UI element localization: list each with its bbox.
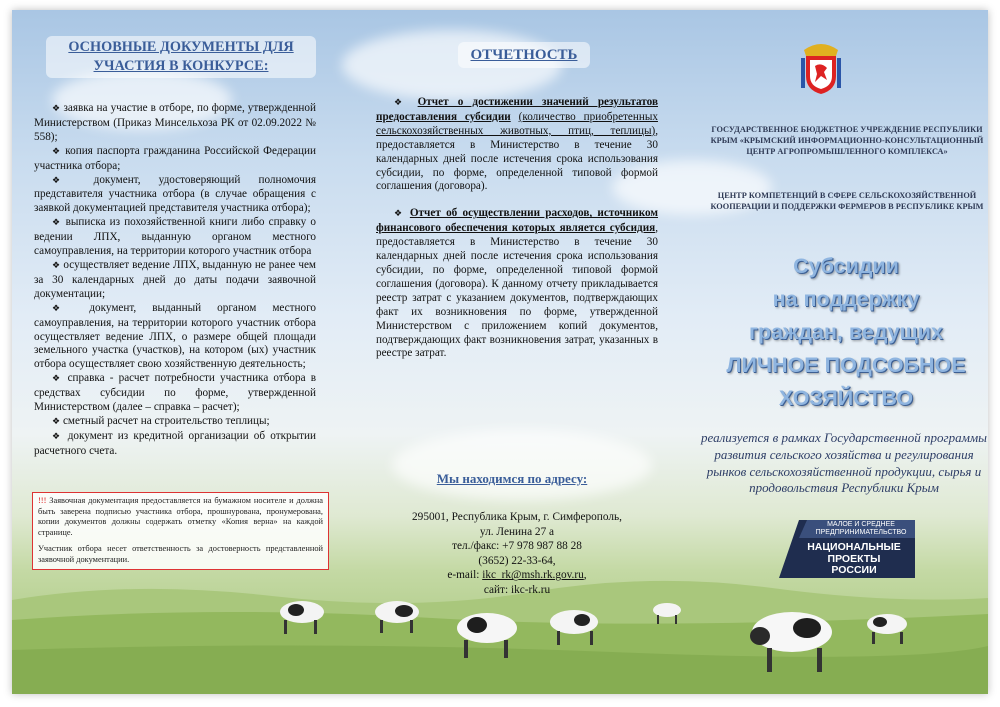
- list-item: ❖ копия паспорта гражданина Российской Федерации участника отбора;: [34, 144, 316, 172]
- report-item: ❖ Отчет о достижении значений результатов предоставления субсидии (количество приобретенных сельскохозяйственных животных, птиц, теплицы), предоставляется в Министерство в течение 30 календарных дней после истечения срока использования субсидии, по форме, определенной типовой формой соглашения (договора).: [376, 96, 658, 193]
- logo-top-text: МАЛОЕ И СРЕДНЕЕ ПРЕДПРИНИМАТЕЛЬСТВО: [815, 521, 907, 536]
- list-item: ❖ справка - расчет потребности участника отбора в средствах субсидии по форме, утвержденной Министерством (далее – справка – расчет);: [34, 372, 316, 414]
- diamond-bullet-icon: ❖: [394, 98, 418, 108]
- headline-line: граждан, ведущих: [749, 320, 943, 344]
- documents-title-line1: ОСНОВНЫЕ ДОКУМЕНТЫ ДЛЯ: [68, 39, 294, 55]
- cloud: [392, 430, 652, 500]
- reporting-section: [376, 96, 658, 361]
- crimea-coat-of-arms-icon: [798, 38, 844, 96]
- diamond-bullet-icon: ❖: [52, 218, 66, 229]
- diamond-bullet-icon: ❖: [52, 431, 68, 442]
- list-item: ❖ выписка из похозяйственной книги либо справку о ведении ЛПХ, выданную органом местного самоуправления, на территории которого участник отбора: [34, 216, 316, 258]
- list-item: ❖ документ из кредитной организации об открытии расчетного счета.: [34, 429, 316, 457]
- contact-block: [372, 510, 662, 598]
- list-item: ❖ заявка на участие в отборе, по форме, утвержденной Министерством (Приказ Минсельхоза РК от 02.09.2022 № 558);: [34, 102, 316, 143]
- email-line: e-mail: ikc_rk@msh.rk.gov.ru,: [447, 569, 587, 582]
- email-link[interactable]: ikc_rk@msh.rk.gov.ru: [482, 569, 584, 582]
- notice-paragraph: !!! Заявочная документация предоставляется на бумажном носителе и должна быть заверена подписью участника отбора, прошнурована, пронумерована, копии документов должны содержать отметку «Копия верна» на каждой странице.: [38, 496, 323, 537]
- subsidy-headline: [696, 250, 988, 415]
- list-item: ❖ документ, выданный органом местного самоуправления, на территории которого участник отбора осуществляет ведение ЛПХ, о размере общей площади земельного участка (участков), на котором (ых) участник отбора осуществляет свою хозяйственную деятельность;: [34, 301, 317, 371]
- diamond-bullet-icon: ❖: [394, 209, 410, 220]
- address-line: 295001, Республика Крым, г. Симферополь,: [412, 511, 622, 523]
- diamond-bullet-icon: ❖: [52, 104, 64, 114]
- diamond-bullet-icon: ❖: [52, 416, 63, 427]
- documents-title: [46, 36, 316, 78]
- competence-center-name: ЦЕНТР КОМПЕТЕНЦИЙ В СФЕРЕ СЕЛЬСКОХОЗЯЙСТВЕННОЙ КООПЕРАЦИИ И ПОДДЕРЖКИ ФЕРМЕРОВ В РЕСПУБЛИКЕ КРЫМ: [710, 191, 984, 211]
- report-item: ❖ Отчет об осуществлении расходов, источником финансового обеспечения которых является субсидия, предоставляется в Министерство в течение 30 календарных дней после истечения срока использования субсидии, по форме, определенной типовой формой соглашения (договора). К данному отчету прикладывается реестр затрат с указанием документов, подтверждающих факт их возникновения по форме, утвержденной Министерством с приложением копий документов, подтверждающих факт возникновения затрат, указанных в реестре затрат.: [376, 207, 658, 360]
- notice-mark: !!!: [38, 496, 47, 505]
- address-line: ул. Ленина 27 а: [479, 525, 555, 538]
- headline-line: Субсидии: [793, 254, 899, 278]
- diamond-bullet-icon: ❖: [52, 146, 66, 157]
- headline-line: на поддержку: [772, 287, 920, 311]
- diamond-bullet-icon: ❖: [52, 374, 68, 385]
- diamond-bullet-icon: ❖: [52, 260, 64, 271]
- diamond-bullet-icon: ❖: [52, 175, 94, 186]
- list-item: ❖ осуществляет ведение ЛПХ, выданную не ранее чем за 30 календарных дней до даты подачи заявочной документации;: [34, 258, 316, 300]
- national-projects-logo: [777, 518, 917, 580]
- phone-fax: тел./факс: +7 978 987 88 28: [452, 540, 582, 553]
- notice-paragraph: Участник отбора несет ответственность за достоверность представленной заявочной документации.: [38, 544, 323, 564]
- program-description: реализуется в рамках Государственной программы развития сельского хозяйства и регулирования рынков сельскохозяйственной продукции, сырья и продовольствия Республики Крым: [701, 430, 987, 496]
- notice-box: [32, 492, 329, 570]
- logo-main-text: НАЦИОНАЛЬНЫЕ ПРОЕКТЫ РОССИИ: [807, 541, 901, 576]
- list-item: ❖ документ, удостоверяющий полномочия представителя участника отбора (в случае обращения с заявкой документацией представителя участника отбора);: [34, 173, 316, 215]
- phone: (3652) 22-33-64,: [478, 554, 556, 567]
- organization-name: ГОСУДАРСТВЕННОЕ БЮДЖЕТНОЕ УЧРЕЖДЕНИЕ РЕСПУБЛИКИ КРЫМ «КРЫМСКИЙ ИНФОРМАЦИОННО-КОНСУЛЬТАЦИОННЫЙ ЦЕНТР АГРОПРОМЫШЛЕННОГО КОМПЛЕКСА»: [710, 125, 984, 156]
- headline-line: ХОЗЯЙСТВО: [778, 386, 914, 410]
- headline-line: ЛИЧНОЕ ПОДСОБНОЕ: [726, 353, 966, 377]
- list-item: ❖ сметный расчет на строительство теплицы;: [52, 414, 270, 427]
- brochure-sheet: [12, 10, 988, 694]
- reporting-title: ОТЧЕТНОСТЬ: [458, 42, 590, 68]
- diamond-bullet-icon: ❖: [52, 303, 90, 314]
- documents-title-line2: УЧАСТИЯ В КОНКУРСЕ:: [93, 58, 269, 74]
- website[interactable]: сайт: ikc-rk.ru: [483, 583, 551, 596]
- documents-list: [34, 102, 316, 459]
- address-title: Мы находимся по адресу:: [436, 471, 588, 486]
